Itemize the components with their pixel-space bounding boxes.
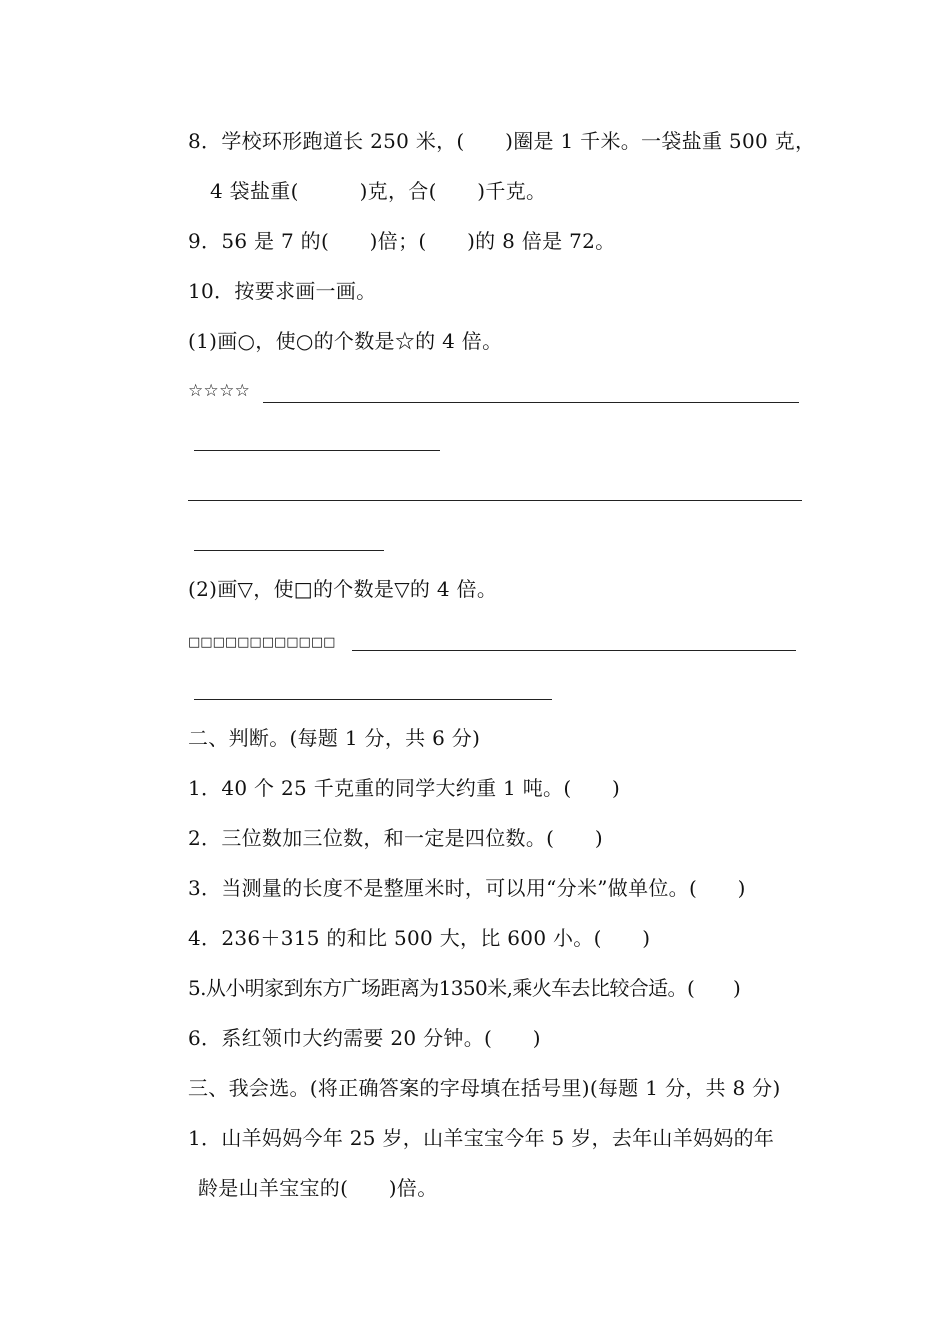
question-9: 9．56 是 7 的( )倍；( )的 8 倍是 72。 bbox=[188, 229, 616, 253]
question-10: 10．按要求画一画。 bbox=[188, 279, 377, 303]
question-10-part-2: (2)画▽，使□的个数是▽的 4 倍。 bbox=[188, 577, 498, 601]
answer-line bbox=[352, 650, 796, 651]
judge-item-1: 1．40 个 25 千克重的同学大约重 1 吨。( ) bbox=[188, 776, 621, 800]
answer-line bbox=[194, 450, 440, 451]
answer-line bbox=[188, 500, 802, 501]
answer-line bbox=[194, 699, 552, 700]
judge-item-4: 4．236＋315 的和比 500 大，比 600 小。( ) bbox=[188, 926, 651, 950]
choose-question-1-line-1: 1．山羊妈妈今年 25 岁，山羊宝宝今年 5 岁，去年山羊妈妈的年 bbox=[188, 1126, 775, 1150]
judge-item-5: 5.从小明家到东方广场距离为1350米,乘火车去比较合适。( ) bbox=[188, 976, 741, 1000]
choose-question-1-line-2: 龄是山羊宝宝的( )倍。 bbox=[198, 1176, 438, 1200]
section-judge-heading: 二、判断。(每题 1 分，共 6 分) bbox=[188, 726, 481, 750]
answer-line bbox=[263, 402, 799, 403]
question-8-line-2: 4 袋盐重( )克，合( )千克。 bbox=[210, 179, 547, 203]
question-8-line-1: 8．学校环形跑道长 250 米，( )圈是 1 千米。一袋盐重 500 克， bbox=[188, 129, 816, 153]
question-10-part-1: (1)画○，使○的个数是☆的 4 倍。 bbox=[188, 329, 503, 353]
answer-line bbox=[194, 550, 384, 551]
given-squares: □□□□□□□□□□□□ bbox=[188, 635, 336, 650]
judge-item-3: 3．当测量的长度不是整厘米时，可以用“分米”做单位。( ) bbox=[188, 876, 746, 900]
judge-item-6: 6．系红领巾大约需要 20 分钟。( ) bbox=[188, 1026, 541, 1050]
judge-item-2: 2．三位数加三位数，和一定是四位数。( ) bbox=[188, 826, 603, 850]
section-choose-heading: 三、我会选。(将正确答案的字母填在括号里)(每题 1 分，共 8 分) bbox=[188, 1076, 781, 1100]
given-stars: ☆☆☆☆ bbox=[188, 381, 251, 401]
